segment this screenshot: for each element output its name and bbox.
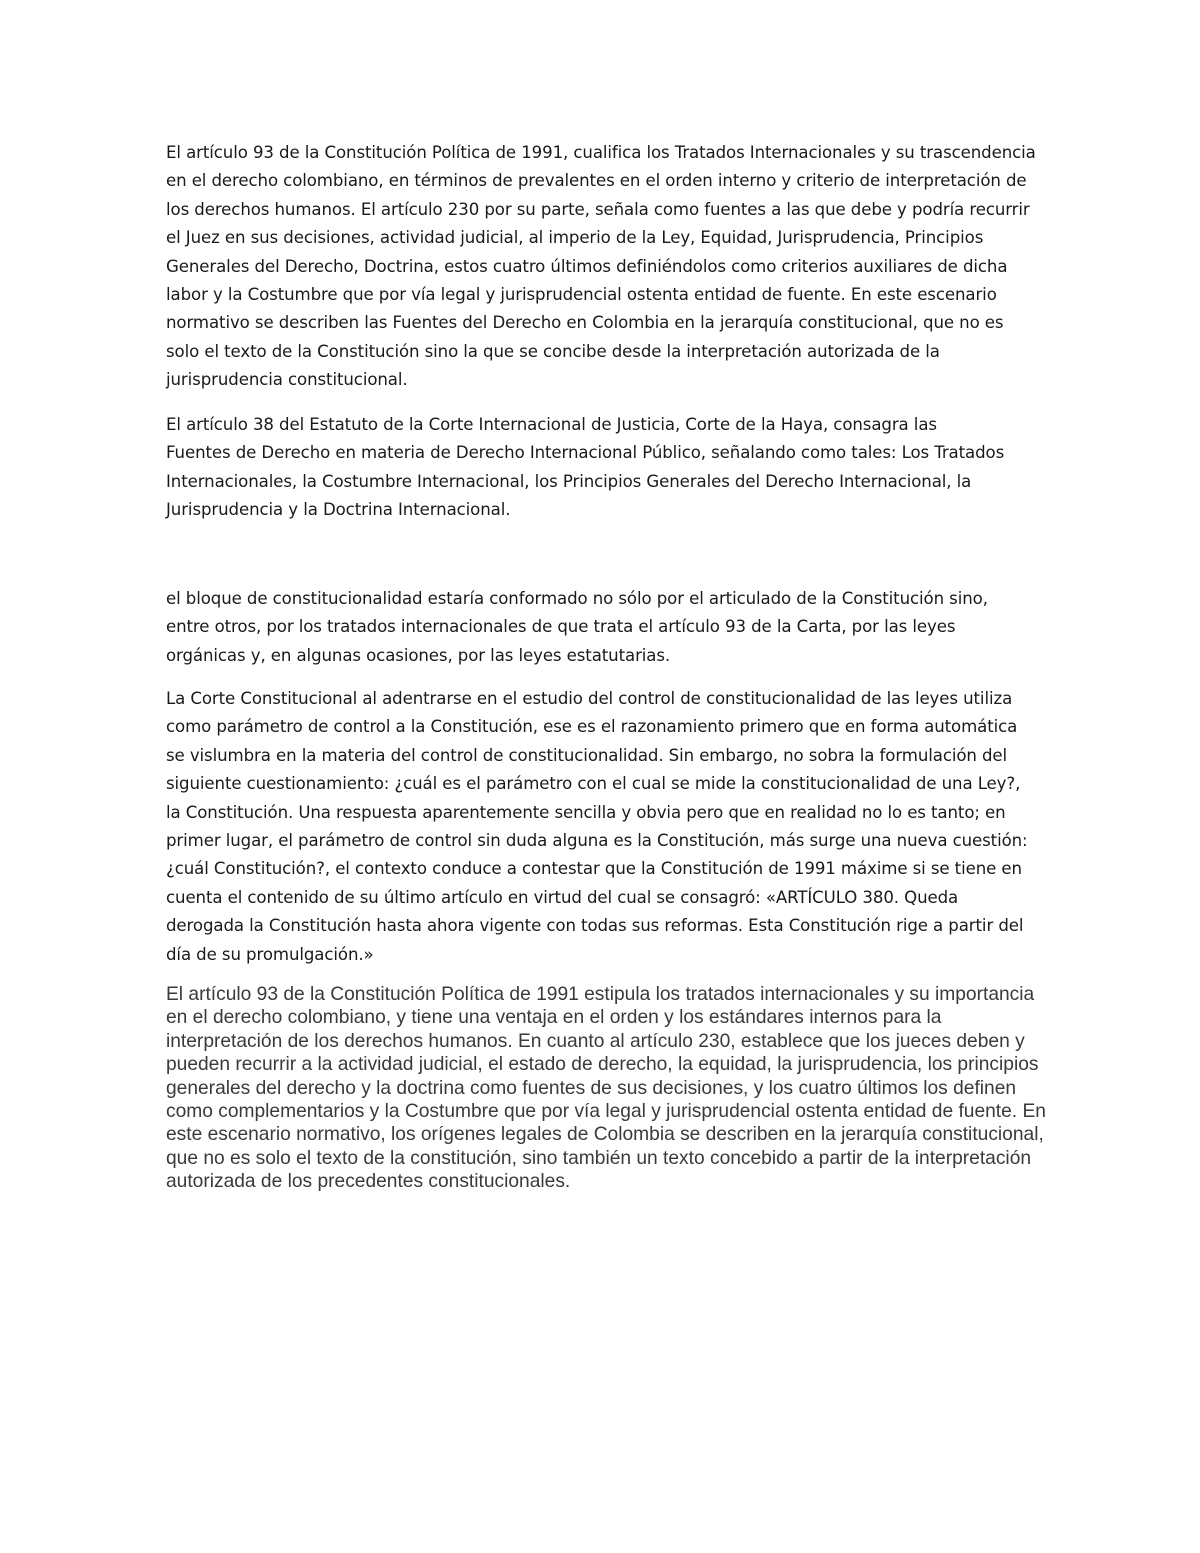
paragraph-paraphrase: El artículo 93 de la Constitución Política de 1991 estipula los tratados internacionales y su importancia en el derecho colombiano, y tiene una ventaja en el orden y los estándares internos para la interpretación de los derechos humanos. En cuanto al artículo 230, establece que los jueces deben y pueden recurrir a la actividad judicial, el estado de derecho, la equidad, la jurisprudencia, los principios generales del derecho y la doctrina como fuentes de sus decisiones, y los cuatro últimos los definen como complementarios y la Costumbre que por vía legal y jurisprudencial ostenta entidad de fuente. En este escenario normativo, los orígenes legales de Colombia se describen en la jerarquía constitucional, que no es solo el texto de la constitución, sino también un texto concebido a partir de la interpretación autorizada de los precedentes constitucionales. [166, 984, 1046, 1193]
paragraph-article-38: El artículo 38 del Estatuto de la Corte Internacional de Justicia, Corte de la Haya, consagra las Fuentes de Derecho en materia de Derecho Internacional Público, señalando como tales: Los Tratados Internacionales, la Costumbre Internacional, los Principios Generales del Derecho Internacional, la Jurisprudencia y la Doctrina Internacional. [166, 415, 1005, 520]
paragraph-bloque-constitucionalidad: el bloque de constitucionalidad estaría conformado no sólo por el articulado de la Constitución sino, entre otros, por los tratados internacionales de que trata el artículo 93 de la Carta, por las leyes orgánicas y, en algunas ocasiones, por las leyes estatutarias. [166, 589, 988, 665]
paragraph-corte-constitucional: La Corte Constitucional al adentrarse en el estudio del control de constitucionalidad de las leyes utiliza como parámetro de control a la Constitución, ese es el razonamiento primero que en forma automática se vislumbra en la materia del control de constitucionalidad. Sin embargo, no sobra la formulación del siguiente cuestionamiento: ¿cuál es el parámetro con el cual se mide la constitucionalidad de una Ley?, la Constitución. Una respuesta aparentemente sencilla y obvia pero que en realidad no lo es tanto; en primer lugar, el parámetro de control sin duda alguna es la Constitución, más surge una nueva cuestión: ¿cuál Constitución?, el contexto conduce a contestar que la Constitución de 1991 máxime si se tiene en cuenta el contenido de su último artículo en virtud del cual se consagró: «ARTÍCULO 380. Queda derogada la Constitución hasta ahora vigente con todas sus reformas. Esta Constitución rige a partir del día de su promulgación.» [166, 689, 1028, 964]
paragraph-article-93: El artículo 93 de la Constitución Política de 1991, cualifica los Tratados Internacionales y su trascendencia en el derecho colombiano, en términos de prevalentes en el orden interno y criterio de interpretación de los derechos humanos. El artículo 230 por su parte, señala como fuentes a las que debe y podría recurrir el Juez en sus decisiones, actividad judicial, al imperio de la Ley, Equidad, Jurisprudencia, Principios Generales del Derecho, Doctrina, estos cuatro últimos definiéndolos como criterios auxiliares de dicha labor y la Costumbre que por vía legal y jurisprudencial ostenta entidad de fuente. En este escenario normativo se describen las Fuentes del Derecho en Colombia en la jerarquía constitucional, que no es solo el texto de la Constitución sino la que se concibe desde la interpretación autorizada de la jurisprudencia constitucional. [166, 143, 1036, 390]
